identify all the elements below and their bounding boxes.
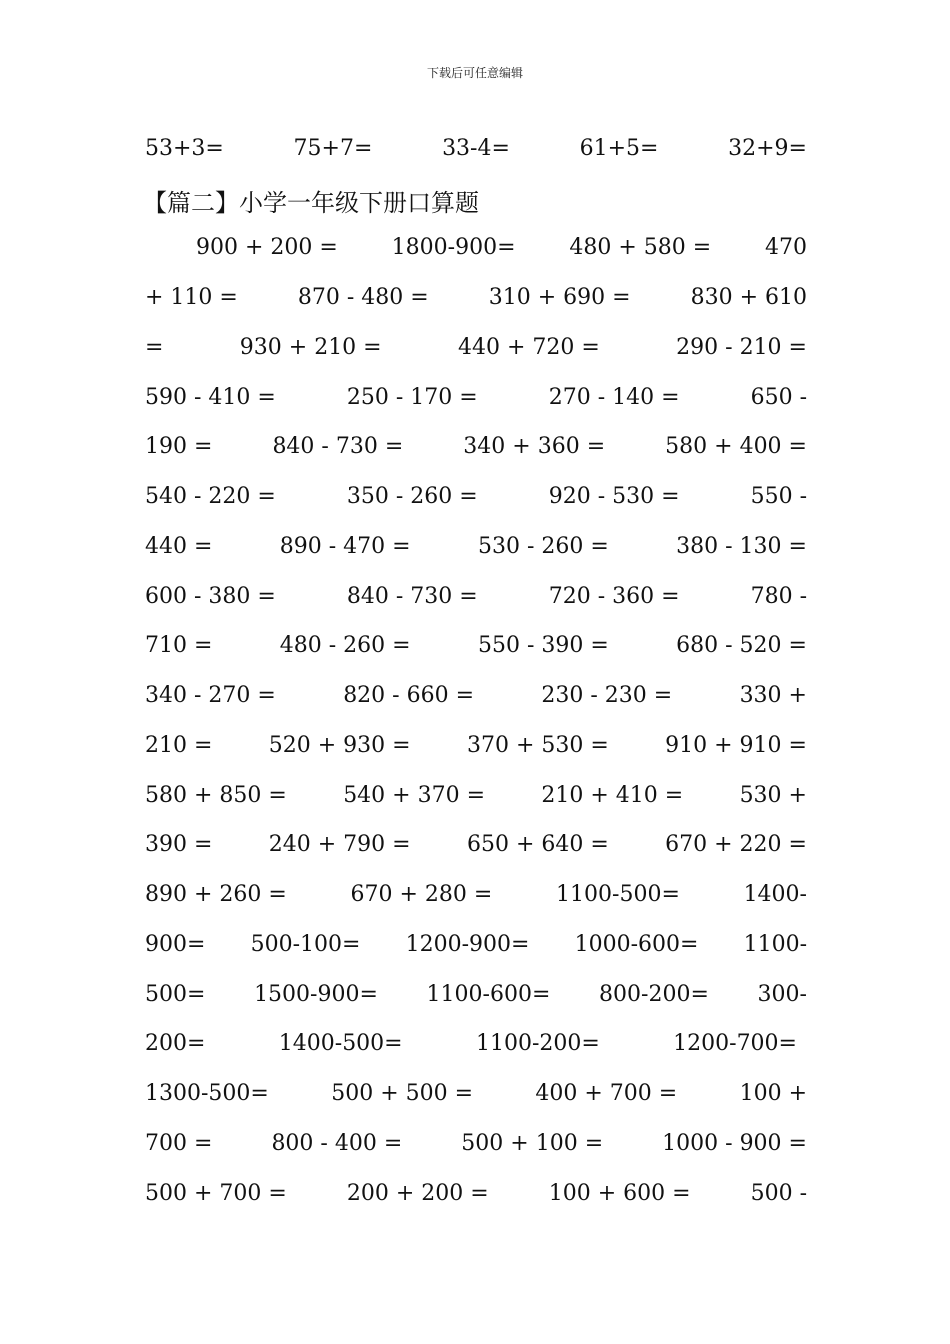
problem: 500 + 700 =	[145, 1181, 287, 1206]
problem: 500-100=	[250, 932, 361, 957]
problem: 33-4=	[442, 136, 510, 161]
problem: 270 - 140 =	[548, 385, 680, 410]
problem: 670 + 220 =	[665, 832, 807, 857]
problem: 1300-500=	[145, 1081, 269, 1106]
problem: 1400-500=	[278, 1031, 403, 1056]
problem-line	[145, 882, 807, 907]
problem: 650 -	[750, 385, 807, 410]
problem: 650 + 640 =	[466, 832, 609, 857]
problem: 1100-600=	[426, 982, 551, 1007]
problem: 480 - 260 =	[279, 633, 411, 658]
problem: 290 - 210 =	[676, 335, 807, 360]
problem: + 110 =	[145, 285, 238, 310]
problem: 340 - 270 =	[145, 683, 276, 708]
problem: 100 + 600 =	[548, 1181, 691, 1206]
problem: 470	[764, 235, 807, 260]
problem-line	[145, 1131, 807, 1156]
problem: 600 - 380 =	[145, 584, 276, 609]
problem: 340 + 360 =	[463, 434, 606, 459]
problem: 210 =	[145, 733, 213, 758]
problem: 500 + 100 =	[461, 1131, 604, 1156]
problem: 910 + 910 =	[665, 733, 807, 758]
problem: 370 + 530 =	[466, 733, 609, 758]
problem: 720 - 360 =	[548, 584, 680, 609]
problem: 1400-	[743, 882, 807, 907]
problem: 930 + 210 =	[239, 335, 382, 360]
problem: 240 + 790 =	[268, 832, 411, 857]
problem: 75+7=	[293, 136, 373, 161]
problem: 1100-	[743, 932, 807, 957]
problem: 590 - 410 =	[145, 385, 276, 410]
problem: 500 -	[750, 1181, 807, 1206]
problem-line	[145, 584, 807, 609]
problem: 480 + 580 =	[569, 235, 712, 260]
problem-line	[145, 136, 807, 161]
problem: 32+9=	[728, 136, 807, 161]
problem: 310 + 690 =	[488, 285, 631, 310]
problem-line	[145, 683, 807, 708]
problem-line	[145, 434, 807, 459]
problem: 920 - 530 =	[548, 484, 680, 509]
problem: 890 - 470 =	[279, 534, 411, 559]
problem: 380 - 130 =	[676, 534, 807, 559]
page-header: 下载后可任意编辑	[426, 66, 523, 80]
problem: 61+5=	[579, 136, 659, 161]
section-title: 【篇二】小学一年级下册口算题	[143, 189, 479, 217]
problem: 300-	[757, 982, 807, 1007]
problem: 580 + 850 =	[145, 783, 287, 808]
problem-line	[145, 484, 807, 509]
problem: 580 + 400 =	[665, 434, 807, 459]
problem: 800-200=	[599, 982, 709, 1007]
problem: 870 - 480 =	[297, 285, 429, 310]
problem-line	[145, 733, 807, 758]
problem: 200 + 200 =	[346, 1181, 489, 1206]
problem-line	[145, 534, 807, 559]
problem: 840 - 730 =	[346, 584, 478, 609]
problem: 390 =	[145, 832, 213, 857]
problem: 900 + 200 =	[196, 235, 338, 260]
problem: 1000 - 900 =	[662, 1131, 807, 1156]
problem: 900=	[145, 932, 206, 957]
problem-line	[145, 285, 807, 310]
problem: 700 =	[145, 1131, 213, 1156]
problem: 500=	[145, 982, 206, 1007]
problem: 500 + 500 =	[331, 1081, 474, 1106]
problem: 330 +	[739, 683, 807, 708]
problem: 550 -	[750, 484, 807, 509]
problem: 830 + 610	[690, 285, 807, 310]
problem: 400 + 700 =	[535, 1081, 678, 1106]
problem: 1200-900=	[405, 932, 530, 957]
problem-line	[145, 982, 807, 1007]
problem: 1200-700=	[673, 1031, 797, 1056]
problem: 440 =	[145, 534, 213, 559]
problem-line	[145, 1181, 807, 1206]
problem: 530 - 260 =	[477, 534, 609, 559]
problem: 190 =	[145, 434, 213, 459]
problem: =	[145, 335, 164, 360]
problem-line	[196, 235, 807, 260]
problem-line	[145, 1031, 797, 1056]
problem: 250 - 170 =	[346, 385, 478, 410]
problem: 1100-200=	[475, 1031, 600, 1056]
problem: 230 - 230 =	[541, 683, 673, 708]
problem: 1500-900=	[254, 982, 378, 1007]
problem: 540 + 370 =	[343, 783, 486, 808]
problem: 1100-500=	[556, 882, 680, 907]
problem-line	[145, 335, 807, 360]
problem: 670 + 280 =	[350, 882, 493, 907]
problem: 530 +	[739, 783, 807, 808]
problem: 840 - 730 =	[272, 434, 404, 459]
problem: 53+3=	[145, 136, 224, 161]
problem-line	[145, 832, 807, 857]
problem: 710 =	[145, 633, 213, 658]
problem: 540 - 220 =	[145, 484, 276, 509]
problem: 1000-600=	[574, 932, 699, 957]
problem-line	[145, 1081, 807, 1106]
problem: 100 +	[739, 1081, 807, 1106]
problem: 440 + 720 =	[457, 335, 600, 360]
problem: 800 - 400 =	[271, 1131, 403, 1156]
problem: 200=	[145, 1031, 206, 1056]
problem-line	[145, 932, 807, 957]
problem: 680 - 520 =	[676, 633, 807, 658]
problem: 210 + 410 =	[541, 783, 684, 808]
problem: 890 + 260 =	[145, 882, 287, 907]
problem-line	[145, 385, 807, 410]
problem-line	[145, 783, 807, 808]
problem: 780 -	[750, 584, 807, 609]
problem: 820 - 660 =	[343, 683, 475, 708]
problem: 1800-900=	[391, 235, 516, 260]
problem: 550 - 390 =	[477, 633, 609, 658]
problem: 350 - 260 =	[346, 484, 478, 509]
problem-line	[145, 633, 807, 658]
problem: 520 + 930 =	[268, 733, 411, 758]
